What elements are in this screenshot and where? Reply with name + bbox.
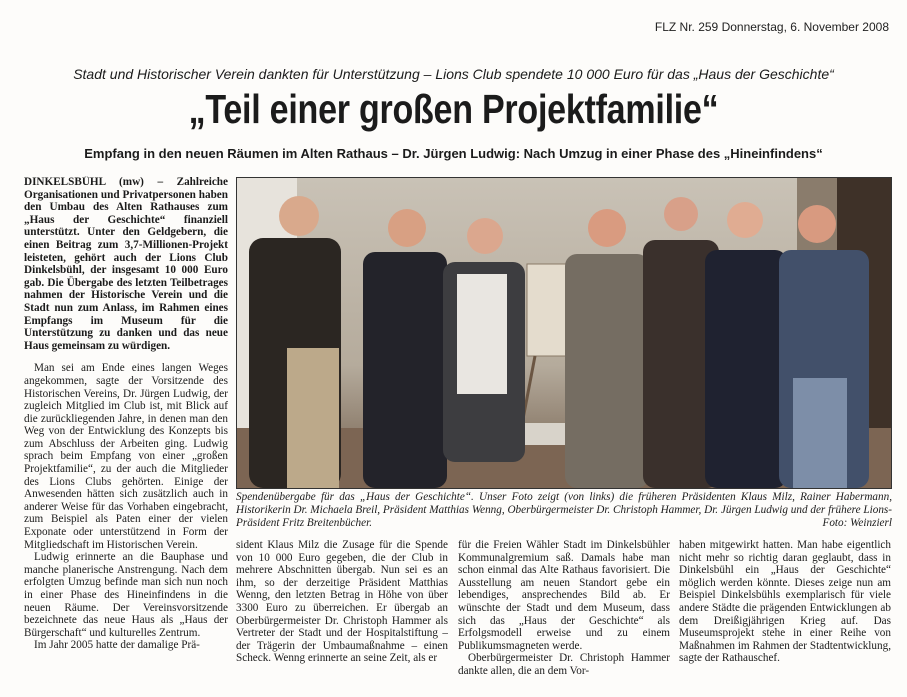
- news-photo: [236, 177, 892, 489]
- article-paragraph: sident Klaus Milz die Zusage für die Spende von 10 000 Euro gegeben, die der Club in mehrere Abschnitten übergab. Nun sei es an ihm, so der derzeitige Präsident Matthias Wenng, den letzten Betrag in Höhe von über 3300 Euro zu überreichen. Er übergab an Oberbürgermeister Dr. Christoph Hammer als Vertreter der Stadt und der Hospitalstiftung – der Trägerin der Umbaumaßnahme – einen Scheck. Wenng erinnerte an seine Zeit, als er: [236, 539, 448, 665]
- article-paragraph: haben mitgewirkt hatten. Man habe eigentlich nicht mehr so richtig daran geglaubt, dass in Dinkelsbühl ein „Haus der Geschichte“ möglich werden könnte. Dieses zeige nun am Beispiel Dinkelsbühls exemplarisch für viele andere Städte die prägenden Entwicklungen ab dem Dreißigjährigen Krieg auf. Das Museumsprojekt stehe in einer Reihe von Maßnahmen im Rahmen der Stadtentwicklung, sagte der Rathauschef.: [679, 539, 891, 665]
- article-column-3: [458, 539, 670, 689]
- article-paragraph: Man sei am Ende eines langen Weges angekommen, sagte der Vorsitzende des Historischen Vereins, Dr. Jürgen Ludwig, der zugleich Mitglied im Club ist, mit Blick auf die zurückliegenden Jahre, in denen man den Weg von der Entwicklung des Konzepts bis zum Abschluss der Arbeiten ging. Ludwig sprach beim Empfang von einer „großen Projektfamilie“, zu der auch die Mitglieder des Lions Clubs gehörten. Einige der Anwesenden hätten sich zusätzlich auch in anderer Weise für das Vorhaben eingebracht, zum Beispiel als Paten einer der vielen Exponate oder unterstützend in Form der Mitgliedschaft im Historischen Verein.: [24, 362, 228, 551]
- article-lead: DINKELSBÜHL (mw) – Zahlreiche Organisationen und Privatpersonen haben den Umbau des Alten Rathauses zum „Haus der Geschichte“ finanziell unterstützt. Unter den Geldgebern, die einen Beitrag zum 3,7-Millionen-Projekt leisteten, gehört auch der Lions Club Dinkelsbühl, der insgesamt 10 000 Euro gab. Die Übergabe des letzten Teilbetrages nahmen der Historische Verein und die Stadt nun zum Anlass, im Rahmen eines Empfangs im Museum für die Unterstützung zu danken und das neue Haus gemeinsam zu würdigen.: [24, 176, 228, 352]
- article-paragraph: für die Freien Wähler Stadt im Dinkelsbühler Kommunalgremium saß. Damals habe man schon einmal das Alte Rathaus favorisiert. Die Ausstellung am neuen Standort gebe ein lebendiges, ansprechendes Bild ab. Er wünschte der Stadt und dem Museum, dass sich das „Haus der Geschichte“ als Erfolgsmodell erweise und zu einem Publikumsmagneten werde.: [458, 539, 670, 652]
- masthead: FLZ Nr. 259 Donnerstag, 6. November 2008: [654, 20, 889, 34]
- photo-credit: Foto: Weinzierl: [822, 516, 892, 529]
- kicker-line: Stadt und Historischer Verein dankten für Unterstützung – Lions Club spendete 10 000 Euro für das „Haus der Geschichte“: [73, 66, 834, 82]
- headline: „Teil einer großen Projektfamilie“: [188, 86, 719, 132]
- article-paragraph: Ludwig erinnerte an die Bauphase und manche planerische Anstrengung. Nach dem erfolgten Umzug befinde man sich nun noch in einer Phase des Hineinfindens in die neuen Räume. Der Vereinsvorsitzende bezeichnete das neue Haus als „Haus der Bürgerschaft“ und kulturelles Zentrum.: [24, 551, 228, 639]
- group-photo-illustration: [237, 178, 892, 489]
- caption-text: Spendenübergabe für das „Haus der Geschichte“. Unser Foto zeigt (von links) die früheren Präsidenten Klaus Milz, Rainer Habermann, Historikerin Dr. Michaela Breil, Präsident Matthias Wenng, Oberbürgermeister Dr. Christoph Hammer, Dr. Jürgen Ludwig und der frühere Lions-Präsident Fritz Breitenbücher.: [236, 491, 892, 529]
- article-column-1: [24, 176, 228, 688]
- article-paragraph-start: Im Jahr 2005 hatte der damalige Prä-: [34, 639, 200, 652]
- article-column-4: [679, 539, 891, 689]
- photo-caption: [236, 491, 892, 531]
- article-paragraph-start: Oberbürgermeister Dr. Christoph Hammer dankte allen, die an dem Vor-: [458, 652, 670, 677]
- subheadline: Empfang in den neuen Räumen im Alten Rathaus – Dr. Jürgen Ludwig: Nach Umzug in einer Phase des „Hineinfindens“: [84, 146, 823, 161]
- article-column-2: [236, 539, 448, 689]
